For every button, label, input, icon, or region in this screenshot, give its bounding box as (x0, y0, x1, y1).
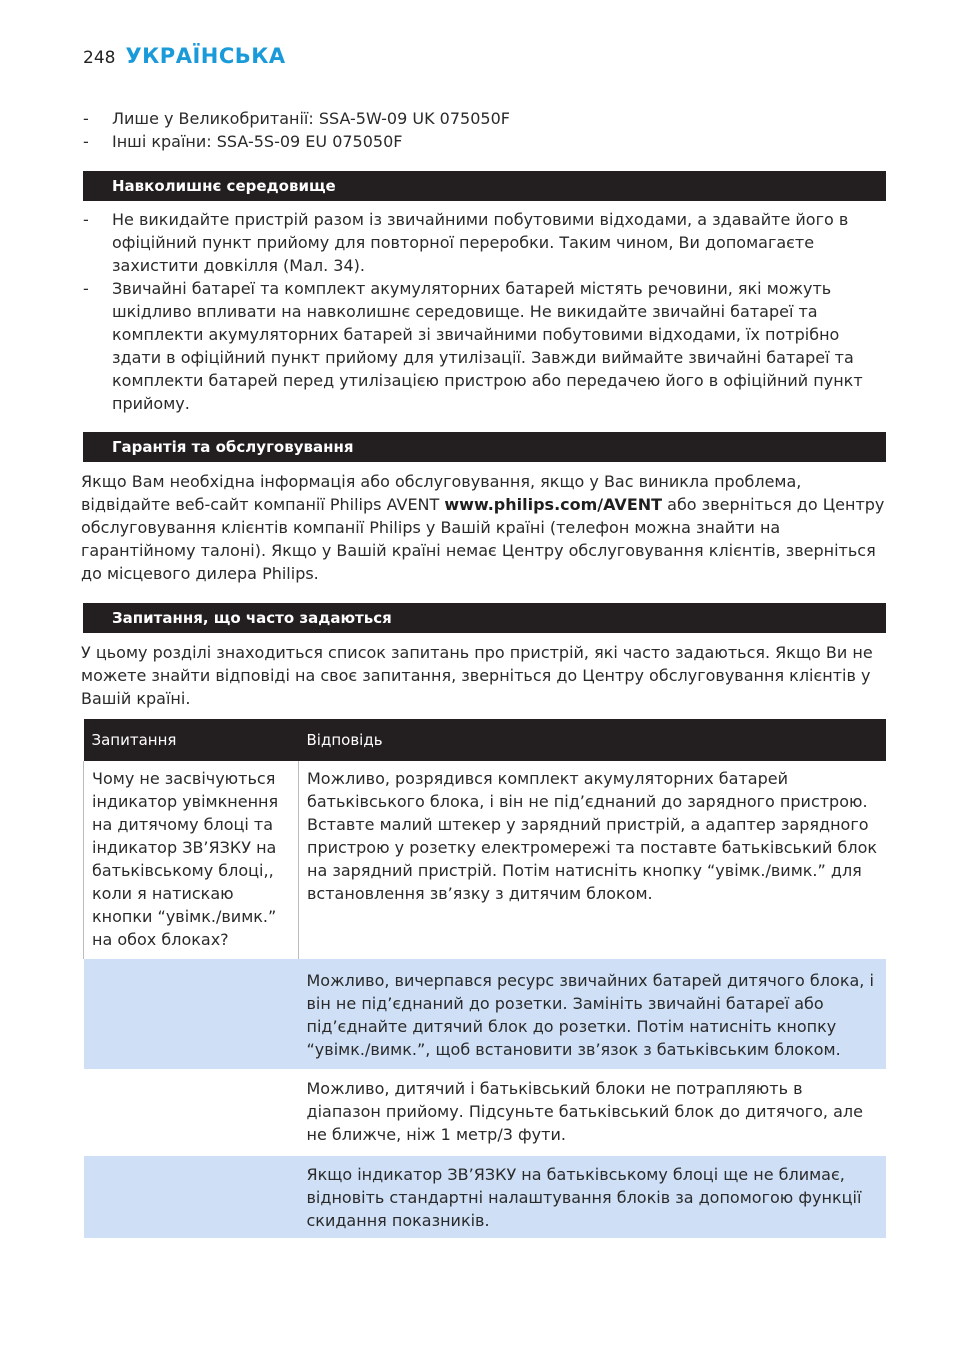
table-row (84, 1156, 887, 1238)
faq-intro: У цьому розділі знаходиться список запитань про пристрій, які часто задаються. Якщо Ви не можете знайти відповіді на своє запитання, зверніться до Центру обслуговування клієнтів у Вашій країні. (81, 643, 873, 708)
list-item-text: Звичайні батареї та комплект акумуляторних батарей містять речовини, які можуть шкідливо впливати на навколишнє середовище. Не викидайте звичайні батареї та комплекти акумуляторних батарей зі звичайними побутовими відходами, їх потрібно здати в офіційний пункт прийому для утилізації. Завжди виймайте звичайні батареї та комплекти батарей перед утилізацією пристрою або передачею його в офіційний пункт прийому. (112, 279, 863, 413)
column-header-answer: Відповідь (299, 719, 887, 761)
list-dash: - (83, 279, 89, 298)
faq-question (84, 1069, 299, 1156)
list-item (83, 208, 885, 277)
column-header-question: Запитання (84, 719, 299, 761)
list-item (83, 130, 885, 153)
environment-list (83, 208, 885, 415)
section-heading-guarantee: Гарантія та обслуговування (83, 432, 886, 462)
table-row (84, 761, 887, 959)
list-item-text: Інші країни: SSA-5S-09 EU 075050F (112, 132, 403, 151)
guarantee-text-after: або зверніться до Центру обслуговування клієнтів компанії Philips у Вашій країні (телефон можна знайти на гарантійному талоні). Якщо у Вашій країні немає Центру обслуговування клієнтів, зверніться до місцевого дилера Philips. (81, 495, 885, 583)
adapter-list (83, 107, 885, 153)
philips-website-link[interactable]: www.philips.com/AVENT (444, 495, 663, 514)
guarantee-text-before: Якщо Вам необхідна інформація або обслуговування, якщо у Вас виникла проблема, відвідайте веб-сайт компанії Philips AVENT (81, 472, 802, 514)
faq-table (83, 719, 886, 1238)
list-dash: - (83, 210, 89, 229)
section-heading-faq: Запитання, що часто задаються (83, 603, 886, 633)
section-heading-environment: Навколишнє середовище (83, 171, 886, 201)
table-row (84, 959, 887, 1069)
page-number: 248 (83, 48, 116, 68)
faq-answer: Якщо індикатор ЗВ’ЯЗКУ на батьківському блоці ще не блимає, відновіть стандартні налаштування блоків за допомогою функції скидання показників. (299, 1156, 887, 1238)
list-dash: - (83, 109, 89, 128)
table-row (84, 1069, 887, 1156)
list-item (83, 277, 885, 415)
faq-question: Чому не засвічуються індикатор увімкнення на дитячому блоці та індикатор ЗВ’ЯЗКУ на батьківському блоці,, коли я натискаю кнопки “увімк./вимк.” на обох блоках? (84, 761, 299, 959)
faq-answer: Можливо, вичерпався ресурс звичайних батарей дитячого блока, і він не під’єднаний до розетки. Замініть звичайні батареї або під’єднайте дитячий блок до розетки. Потім натисніть кнопку “увімк./вимк.”, щоб встановити зв’язок з батьківським блоком. (299, 959, 887, 1069)
faq-question (84, 959, 299, 1069)
list-item-text: Лише у Великобританії: SSA-5W-09 UK 075050F (112, 109, 510, 128)
page-header (83, 44, 286, 76)
page-language-title: УКРАЇНСЬКА (125, 44, 286, 68)
guarantee-paragraph (81, 470, 886, 585)
list-item (83, 107, 885, 130)
list-dash: - (83, 132, 89, 151)
faq-answer: Можливо, дитячий і батьківський блоки не потрапляють в діапазон прийому. Підсуньте батьківський блок до дитячого, але не ближче, ніж 1 метр/3 фути. (299, 1069, 887, 1156)
faq-answer: Можливо, розрядився комплект акумуляторних батарей батьківського блока, і він не під’єднаний до зарядного пристрою. Вставте малий штекер у зарядний пристрій, а адаптер зарядного пристрою у розетку електромережі та поставте батьківський блок на зарядний пристрій. Потім натисніть кнопку “увімк./вимк.” для встановлення зв’язку з дитячим блоком. (299, 761, 887, 959)
list-item-text: Не викидайте пристрій разом із звичайними побутовими відходами, а здавайте його в офіційний пункт прийому для повторної переробки. Таким чином, Ви допомагаєте захистити довкілля (Мал. 34). (112, 210, 849, 275)
faq-table-header-row (84, 719, 887, 761)
faq-question (84, 1156, 299, 1238)
